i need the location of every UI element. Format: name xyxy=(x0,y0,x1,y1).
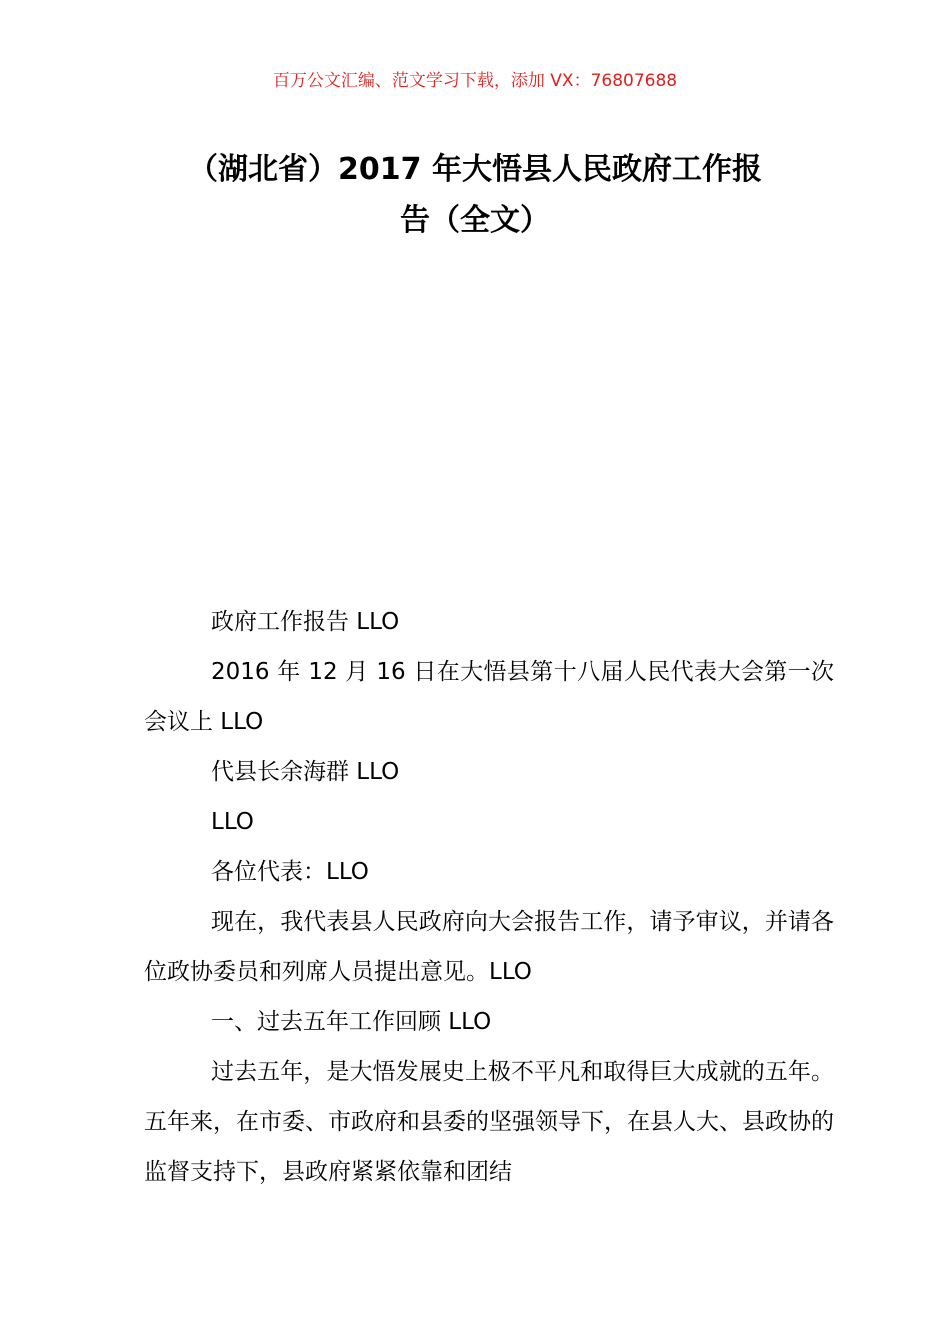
paragraph-introduction: 现在，我代表县人民政府向大会报告工作，请予审议，并请各位政协委员和列席人员提出意见。LLO xyxy=(144,909,834,985)
paragraph-meeting-date: 2016 年 12 月 16 日在大悟县第十八届人民代表大会第一次会议上 LLO xyxy=(144,659,834,735)
document-title-line-1: （湖北省）2017 年大悟县人民政府工作报 xyxy=(188,152,762,187)
paragraph-salutation: 各位代表：LLO xyxy=(211,859,369,885)
document-title-line-2: 告（全文） xyxy=(400,203,550,238)
section-heading: 一、过去五年工作回顾 LLO xyxy=(211,1009,492,1035)
paragraph-review: 过去五年，是大悟发展史上极不平凡和取得巨大成就的五年。五年来，在市委、市政府和县委的坚强领导下，在县人大、县政协的监督支持下，县政府紧紧依靠和团结 xyxy=(144,1059,834,1185)
paragraph-speaker: 代县长余海群 LLO xyxy=(211,759,400,785)
paragraph-report-heading: 政府工作报告 LLO xyxy=(211,609,400,635)
document-body xyxy=(144,597,834,1197)
download-notice: 百万公文汇编、范文学习下载，添加 VX：76807688 xyxy=(272,71,678,91)
paragraph-marker: LLO xyxy=(211,809,254,835)
